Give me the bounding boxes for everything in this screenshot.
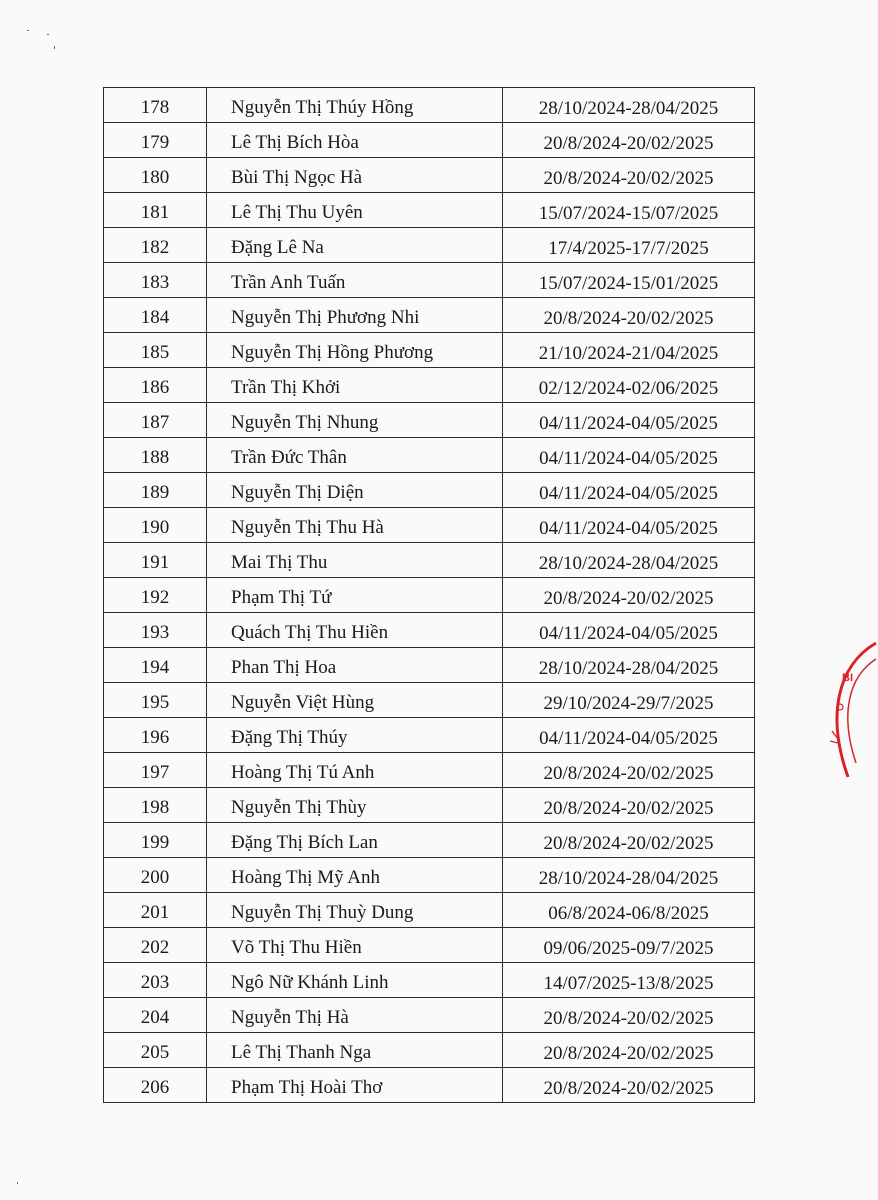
table-row [104,963,755,998]
full-name: Trần Đức Thân [207,438,503,473]
row-number: 183 [104,263,207,298]
period: 29/10/2024-29/7/2025 [503,683,755,718]
table-row [104,578,755,613]
scan-speck [27,30,29,31]
full-name: Nguyễn Thị Hồng Phương [207,333,503,368]
row-number: 192 [104,578,207,613]
scan-speck [47,34,49,35]
full-name: Nguyễn Thị Diện [207,473,503,508]
period: 17/4/2025-17/7/2025 [503,228,755,263]
table-row [104,403,755,438]
row-number: 197 [104,753,207,788]
row-number: 181 [104,193,207,228]
table-row [104,718,755,753]
period: 15/07/2024-15/01/2025 [503,263,755,298]
row-number: 198 [104,788,207,823]
table-row [104,788,755,823]
table-row [104,543,755,578]
period: 04/11/2024-04/05/2025 [503,508,755,543]
period: 20/8/2024-20/02/2025 [503,158,755,193]
period: 20/8/2024-20/02/2025 [503,298,755,333]
table-row [104,438,755,473]
row-number: 185 [104,333,207,368]
table-row [104,193,755,228]
period: 28/10/2024-28/04/2025 [503,648,755,683]
full-name: Phạm Thị Hoài Thơ [207,1068,503,1103]
full-name: Đặng Thị Thúy [207,718,503,753]
table-row [104,228,755,263]
row-number: 180 [104,158,207,193]
row-number: 204 [104,998,207,1033]
row-number: 194 [104,648,207,683]
full-name: Hoàng Thị Tú Anh [207,753,503,788]
table-row [104,928,755,963]
scan-speck [54,46,55,49]
table-row [104,998,755,1033]
period: 20/8/2024-20/02/2025 [503,788,755,823]
row-number: 186 [104,368,207,403]
period: 06/8/2024-06/8/2025 [503,893,755,928]
table-row [104,368,755,403]
full-name: Ngô Nữ Khánh Linh [207,963,503,998]
row-number: 187 [104,403,207,438]
row-number: 193 [104,613,207,648]
period: 04/11/2024-04/05/2025 [503,613,755,648]
row-number: 205 [104,1033,207,1068]
row-number: 196 [104,718,207,753]
row-number: 201 [104,893,207,928]
row-number: 191 [104,543,207,578]
period: 09/06/2025-09/7/2025 [503,928,755,963]
full-name: Lê Thị Bích Hòa [207,123,503,158]
table-row [104,893,755,928]
table-row [104,1068,755,1103]
full-name: Lê Thị Thu Uyên [207,193,503,228]
period: 20/8/2024-20/02/2025 [503,1068,755,1103]
full-name: Nguyễn Thị Nhung [207,403,503,438]
table-row [104,1033,755,1068]
full-name: Quách Thị Thu Hiền [207,613,503,648]
full-name: Lê Thị Thanh Nga [207,1033,503,1068]
row-number: 184 [104,298,207,333]
full-name: Nguyễn Thị Hà [207,998,503,1033]
period: 20/8/2024-20/02/2025 [503,998,755,1033]
full-name: Nguyễn Thị Phương Nhi [207,298,503,333]
table-row [104,473,755,508]
row-number: 202 [104,928,207,963]
stamp-text: BI [842,672,853,684]
table-row [104,263,755,298]
full-name: Nguyễn Thị Thúy Hồng [207,88,503,123]
table-row [104,298,755,333]
row-number: 195 [104,683,207,718]
table-row [104,88,755,123]
row-number: 179 [104,123,207,158]
full-name: Phạm Thị Tứ [207,578,503,613]
period: 28/10/2024-28/04/2025 [503,88,755,123]
full-name: Nguyễn Việt Hùng [207,683,503,718]
period: 20/8/2024-20/02/2025 [503,823,755,858]
full-name: Đặng Lê Na [207,228,503,263]
staff-table [103,87,755,1103]
row-number: 200 [104,858,207,893]
table-row [104,333,755,368]
full-name: Đặng Thị Bích Lan [207,823,503,858]
period: 20/8/2024-20/02/2025 [503,1033,755,1068]
full-name: Trần Thị Khởi [207,368,503,403]
table-row [104,613,755,648]
table-row [104,158,755,193]
period: 28/10/2024-28/04/2025 [503,543,755,578]
row-number: 199 [104,823,207,858]
period: 04/11/2024-04/05/2025 [503,438,755,473]
table-row [104,683,755,718]
full-name: Võ Thị Thu Hiền [207,928,503,963]
period: 02/12/2024-02/06/2025 [503,368,755,403]
table-row [104,858,755,893]
table-row [104,648,755,683]
period: 14/07/2025-13/8/2025 [503,963,755,998]
row-number: 203 [104,963,207,998]
row-number: 190 [104,508,207,543]
table-row [104,753,755,788]
full-name: Bùi Thị Ngọc Hà [207,158,503,193]
red-seal-stamp [818,635,878,785]
period: 28/10/2024-28/04/2025 [503,858,755,893]
row-number: 189 [104,473,207,508]
table-row [104,508,755,543]
full-name: Hoàng Thị Mỹ Anh [207,858,503,893]
period: 04/11/2024-04/05/2025 [503,473,755,508]
full-name: Mai Thị Thu [207,543,503,578]
row-number: 178 [104,88,207,123]
table-row [104,123,755,158]
row-number: 182 [104,228,207,263]
period: 04/11/2024-04/05/2025 [503,718,755,753]
full-name: Phan Thị Hoa [207,648,503,683]
table-row [104,823,755,858]
staff-table-body [104,88,755,1103]
period: 20/8/2024-20/02/2025 [503,578,755,613]
period: 20/8/2024-20/02/2025 [503,753,755,788]
full-name: Nguyễn Thị Thu Hà [207,508,503,543]
period: 15/07/2024-15/07/2025 [503,193,755,228]
period: 20/8/2024-20/02/2025 [503,123,755,158]
period: 04/11/2024-04/05/2025 [503,403,755,438]
row-number: 206 [104,1068,207,1103]
full-name: Nguyễn Thị Thuỳ Dung [207,893,503,928]
full-name: Trần Anh Tuấn [207,263,503,298]
row-number: 188 [104,438,207,473]
scan-speck [17,1182,18,1184]
full-name: Nguyễn Thị Thùy [207,788,503,823]
period: 21/10/2024-21/04/2025 [503,333,755,368]
